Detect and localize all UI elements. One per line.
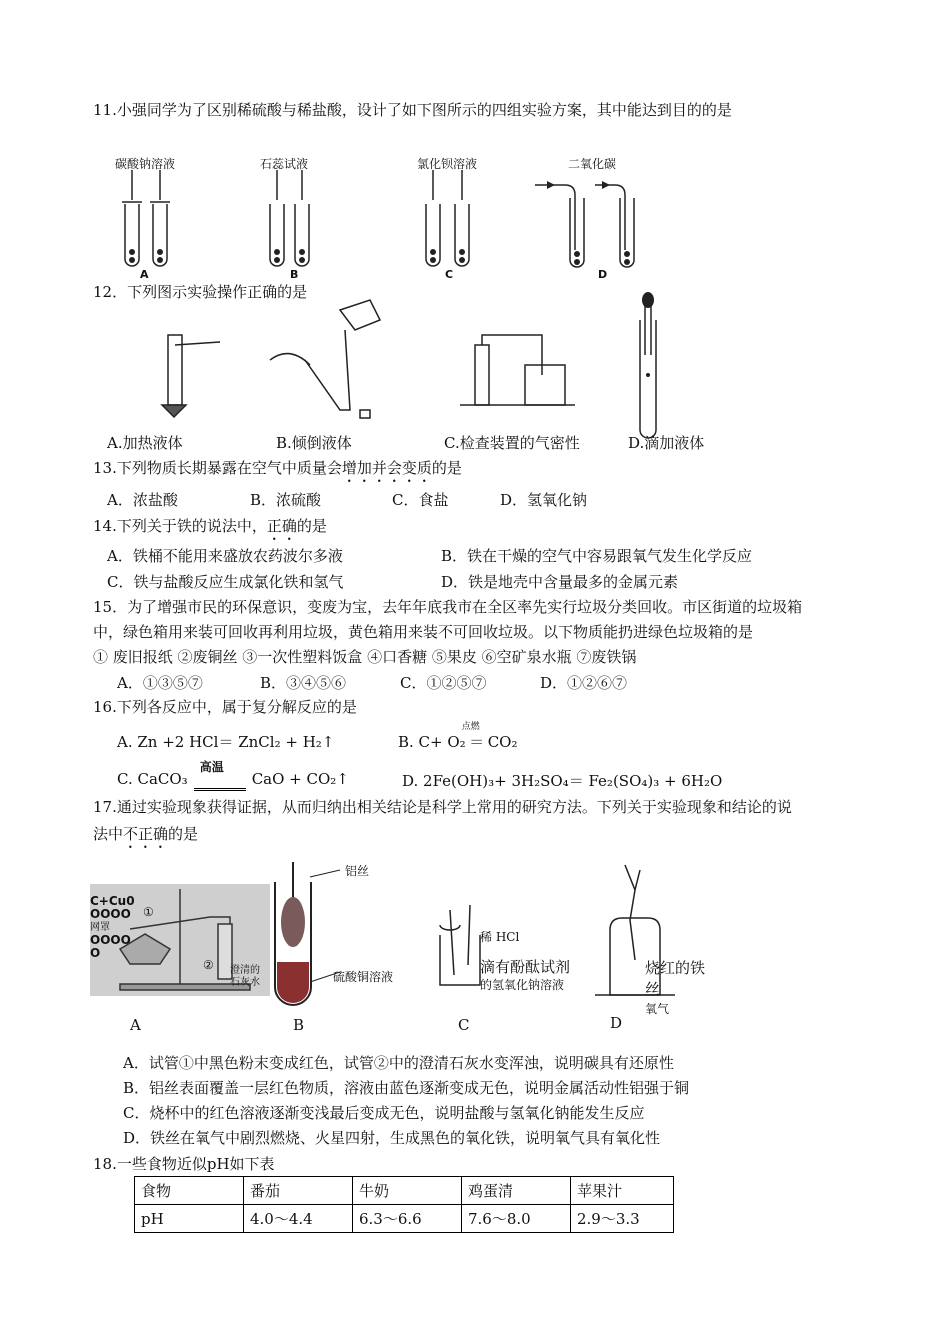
- q17-fig-d-label-1: 烧红的铁: [645, 959, 706, 977]
- q14-option-b: B．铁在干燥的空气中容易跟氧气发生化学反应: [441, 547, 753, 565]
- q12-stem: 12．下列图示实验操作正确的是: [93, 283, 308, 301]
- q15-items: ① 废旧报纸 ②废铜丝 ③一次性塑料饭盒 ④口香糖 ⑤果皮 ⑥空矿泉水瓶 ⑦废铁锅: [93, 648, 637, 666]
- q11-letter-b: B: [290, 268, 299, 281]
- q12-option-d: D.滴加液体: [628, 434, 705, 452]
- q17-option-b: B．铝丝表面覆盖一层红色物质，溶液由蓝色逐渐变成无色，说明金属活动性铝强于铜: [123, 1079, 690, 1097]
- table-row: [135, 1177, 674, 1205]
- q13-stem: 13.下列物质长期暴露在空气中质量会增加并会变质的是: [93, 459, 462, 477]
- q16-option-b: B. C+ O₂ 点燃 ＝ CO₂: [398, 731, 517, 752]
- q14-stem: 14.下列关于铁的说法中，正确的是: [93, 517, 327, 535]
- q16-c-condition: 高温: [199, 760, 224, 774]
- q12-option-a: A.加热液体: [107, 434, 183, 452]
- q11-stem: 11.小强同学为了区别稀硫酸与稀盐酸，设计了如下图所示的四组实验方案，其中能达到目的的是: [93, 101, 732, 119]
- q17-fig-a-limewater: 澄清的 石灰水: [230, 965, 260, 988]
- q17-letter-a: A: [130, 1016, 141, 1034]
- q17-fig-c-label-2: 的氢氧化钠溶液: [480, 978, 565, 992]
- q12-option-b: B.倾倒液体: [276, 434, 352, 452]
- q17-fig-a-label-2: ②: [203, 958, 214, 972]
- q11-letter-d: D: [598, 268, 608, 281]
- table-row: [135, 1205, 674, 1233]
- q12-option-c: C.检查装置的气密性: [444, 434, 580, 452]
- q15-option-a: A．①③⑤⑦: [117, 674, 203, 692]
- q17-fig-a-label-1: ①: [143, 905, 154, 919]
- q17-fig-b-solution: 硫酸铜溶液: [333, 970, 394, 984]
- q13-option-a: A．浓盐酸: [107, 491, 178, 509]
- q15-line1: 15．为了增强市民的环保意识，变废为宝，去年年底我市在全区率先实行垃圾分类回收。市区街道的垃圾箱: [93, 598, 803, 616]
- q17-emphasis: 不正确: [123, 825, 169, 843]
- table-header-cell: 鸡蛋清: [462, 1177, 571, 1205]
- q17-option-d: D．铁丝在氧气中剧烈燃烧、火星四射，生成黑色的氧化铁，说明氧气具有氧化性: [123, 1129, 661, 1147]
- q11-letter-a: A: [140, 268, 149, 281]
- table-cell: 6.3～6.6: [353, 1205, 462, 1233]
- q18-stem: 18.一些食物近似pH如下表: [93, 1155, 275, 1173]
- q15-option-b: B．③④⑤⑥: [260, 674, 347, 692]
- q13-option-d: D．氢氧化钠: [500, 491, 588, 509]
- q11-reagent-a: 碳酸钠溶液: [115, 157, 176, 171]
- q17-line2: 法中不正确的是: [93, 825, 199, 843]
- table-header-cell: 番茄: [244, 1177, 353, 1205]
- q16-option-c: C. CaCO₃ 高温 CaO + CO₂↑: [117, 770, 349, 791]
- q17-fig-b-wire: 铝丝: [345, 864, 370, 878]
- q17-figure-b: [270, 862, 410, 1012]
- q17-fig-d-oxygen: 氧气: [645, 1002, 670, 1016]
- q16-option-d: D. 2Fe(OH)₃+ 3H₂SO₄＝ Fe₂(SO₄)₃ + 6H₂O: [402, 772, 723, 790]
- q17-fig-d-label-2: 丝: [645, 980, 661, 998]
- q15-option-d: D．①②⑥⑦: [540, 674, 628, 692]
- table-header-cell: 苹果汁: [571, 1177, 674, 1205]
- q17-letter-d: D: [610, 1014, 623, 1032]
- q13-option-c: C．食盐: [392, 491, 449, 509]
- q17-line1: 17.通过实验现象获得证据，从而归纳出相关结论是科学上常用的研究方法。下列关于实验现象和结论的说: [93, 798, 792, 816]
- table-cell: 2.9～3.3: [571, 1205, 674, 1233]
- q17-figure-d: [595, 865, 675, 1005]
- q15-line2: 中，绿色箱用来装可回收再利用垃圾，黄色箱用来装不可回收垃圾。以下物质能扔进绿色垃圾箱的是: [93, 623, 754, 641]
- q11-reagent-b: 石蕊试液: [260, 157, 309, 171]
- q11-test-tubes-figure: [110, 170, 670, 285]
- q16-option-a: A. Zn +2 HCl＝ ZnCl₂ + H₂↑: [117, 733, 335, 751]
- q17-option-c: C．烧杯中的红色溶液逐渐变浅最后变成无色，说明盐酸与氢氧化钠能发生反应: [123, 1104, 645, 1122]
- q16-stem: 16.下列各反应中，属于复分解反应的是: [93, 698, 357, 716]
- table-cell: 4.0～4.4: [244, 1205, 353, 1233]
- q17-fig-a-text: C+Cu0 OOOO 网罩 OOOO O: [90, 894, 135, 960]
- table-header-cell: 食物: [135, 1177, 244, 1205]
- table-cell: 7.6～8.0: [462, 1205, 571, 1233]
- q13-option-b: B．浓硫酸: [250, 491, 322, 509]
- q15-option-c: C．①②⑤⑦: [400, 674, 487, 692]
- q17-letter-c: C: [458, 1016, 470, 1034]
- q14-emphasis: 正确: [266, 517, 297, 535]
- q16-b-condition: 点燃: [461, 722, 480, 732]
- q11-reagent-c: 氯化钡溶液: [417, 157, 478, 171]
- q17-fig-c-hcl: 稀 HCl: [480, 930, 520, 944]
- q17-option-a: A．试管①中黑色粉末变成红色，试管②中的澄清石灰水变浑浊，说明碳具有还原性: [123, 1054, 674, 1072]
- q17-letter-b: B: [293, 1016, 305, 1034]
- q11-reagent-d: 二氧化碳: [568, 157, 617, 171]
- ph-table: [134, 1176, 674, 1233]
- q14-option-d: D．铁是地壳中含量最多的金属元素: [441, 573, 679, 591]
- table-header-cell: 牛奶: [353, 1177, 462, 1205]
- table-cell: pH: [135, 1205, 244, 1233]
- q17-fig-c-label-1: 滴有酚酞试剂: [480, 958, 571, 976]
- q12-apparatus-figure: [150, 290, 670, 430]
- q14-option-c: C．铁与盐酸反应生成氯化铁和氢气: [107, 573, 344, 591]
- q11-letter-c: C: [445, 268, 454, 281]
- q14-option-a: A．铁桶不能用来盛放农药波尔多液: [107, 547, 343, 565]
- q13-emphasis: 增加并会变质: [341, 459, 432, 477]
